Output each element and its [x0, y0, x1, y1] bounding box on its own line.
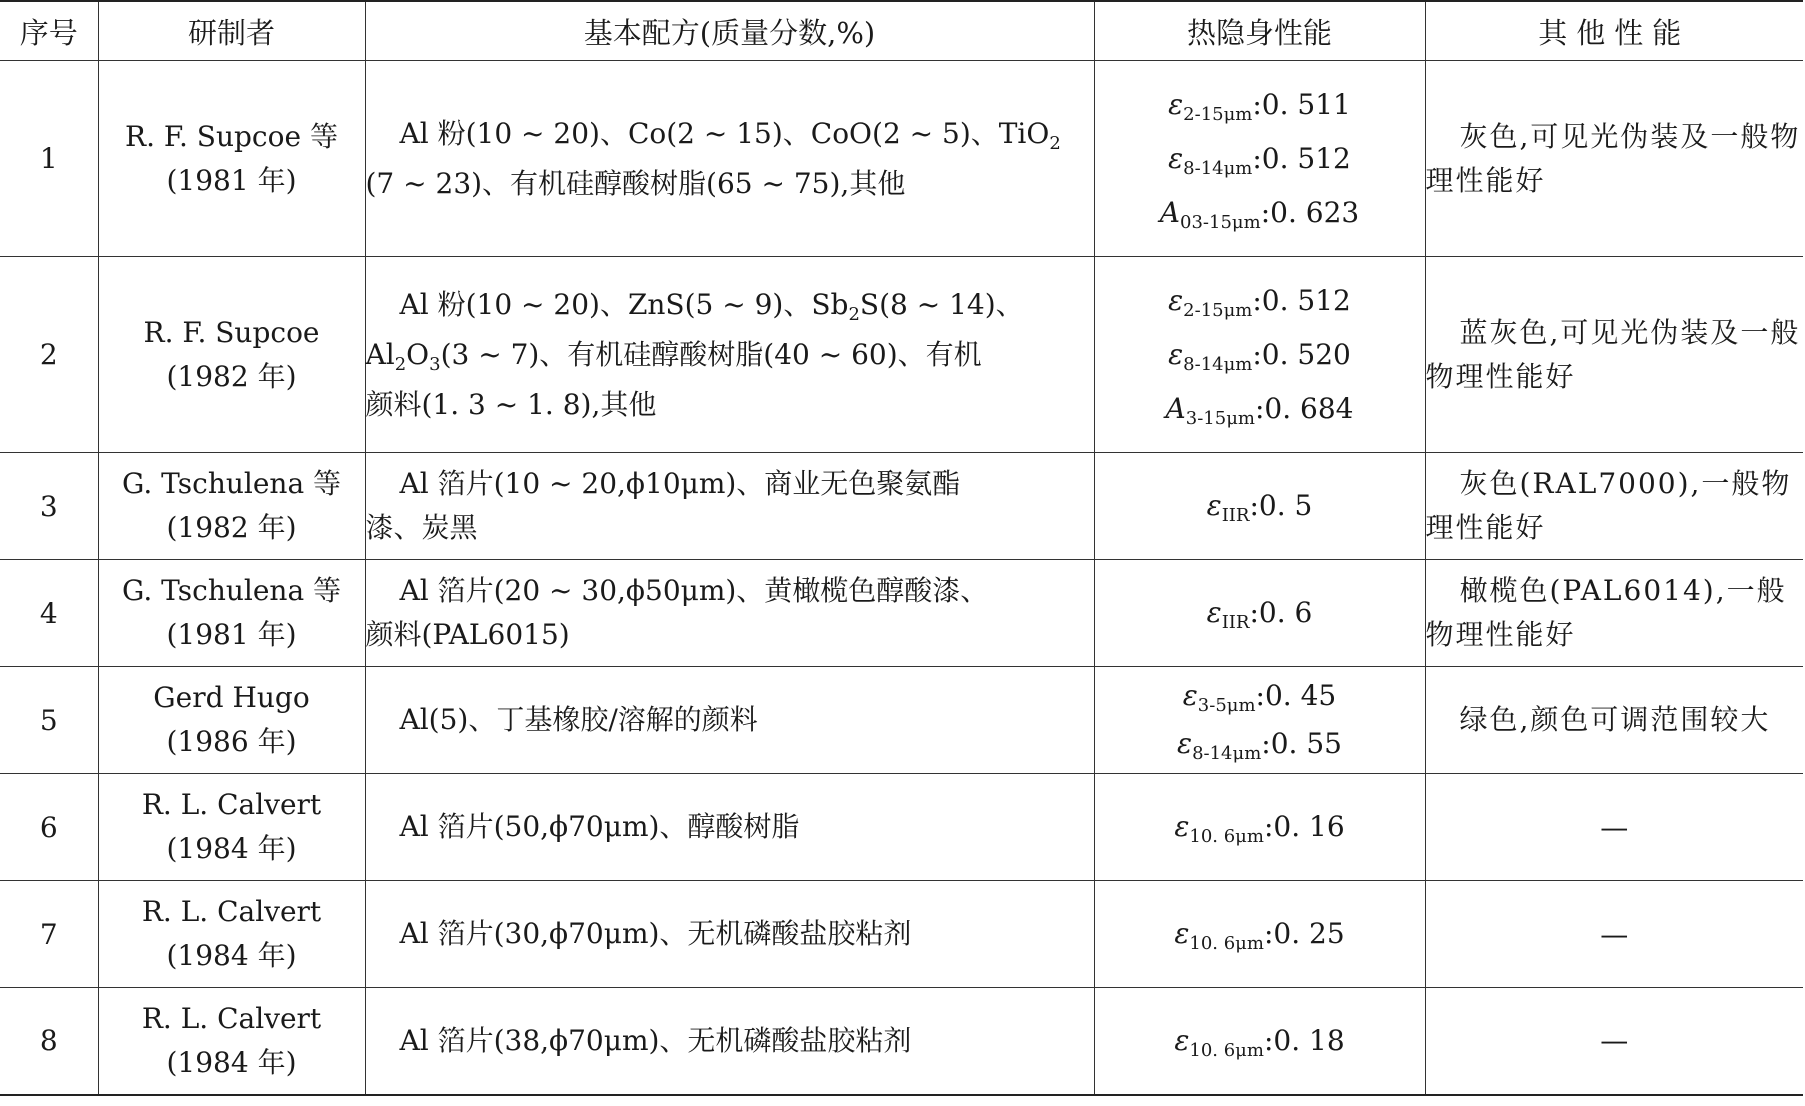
- developer-name: R. F. Supcoe: [143, 315, 320, 349]
- table-row: [0, 560, 1803, 667]
- developer-name: R. L. Calvert: [141, 788, 322, 821]
- perf-item: $\varepsilon_{10. 6\mu m}:0$. 18: [1174, 1023, 1345, 1061]
- developer-name: R. L. Calvert: [141, 1001, 322, 1035]
- row-other: —: [1425, 881, 1803, 988]
- table-row: [0, 667, 1803, 774]
- developer-year: (1984 年): [166, 939, 297, 972]
- row-index: 7: [0, 881, 98, 988]
- row-index: 8: [0, 988, 98, 1095]
- perf-item: $\varepsilon_{10. 6\mu m}:0$. 16: [1174, 810, 1345, 847]
- row-index: 3: [0, 453, 98, 560]
- developer-year: (1981 年): [166, 618, 297, 651]
- row-other: —: [1600, 1024, 1629, 1058]
- table-row: [0, 988, 1803, 1095]
- developer-name: G. Tschulena 等: [121, 467, 342, 500]
- row-developer: [98, 988, 365, 1095]
- row-developer: [98, 61, 365, 257]
- formula-subscript: 2: [1049, 132, 1061, 154]
- row-index: 5: [0, 667, 98, 774]
- perf-item: $\varepsilon_{8-14\mu m}:0$. 512: [1168, 141, 1351, 179]
- developer-year: (1981 年): [166, 163, 297, 197]
- header-index: 序号: [0, 1, 98, 61]
- row-index: 6: [0, 774, 98, 881]
- perf-item: $\varepsilon_{IIR}:0$. 6: [1206, 596, 1313, 633]
- row-formula: Al 粉(10 ~ 20)、ZnS(5 ~ 9)、$Sb_2S(8$ ~ 14)、 $Al_2O_3(3$ ~ 7)、有机硅醇酸树脂(40 ~ 60)、有机 颜料(1. 3 ~ 1. 8),其他: [365, 257, 1094, 453]
- other-text: 灰色(RAL7000),一般物理性能好: [1425, 467, 1792, 544]
- perf-item: $\varepsilon_{2-15\mu m}:0$. 512: [1168, 283, 1351, 321]
- table-row: [0, 881, 1803, 988]
- header-other: 其他性能: [1425, 1, 1803, 61]
- formula-text: Al 粉(10 ~ 20)、Co(2 ~ 15)、CoO(2 ~ 5)、TiO: [399, 116, 1050, 150]
- header-formula: 基本配方(质量分数,%): [365, 1, 1094, 61]
- developer-year: (1984 年): [166, 832, 297, 865]
- row-developer: [98, 881, 365, 988]
- row-thermal: [1094, 988, 1425, 1095]
- perf-item: $\varepsilon_{8-14\mu m}:0$. 55: [1177, 727, 1342, 764]
- row-other: [1425, 560, 1803, 667]
- row-other: [1425, 257, 1803, 453]
- developer-year: (1982 年): [166, 511, 297, 544]
- row-developer: [98, 257, 365, 453]
- table-row: [0, 453, 1803, 560]
- row-formula: Al(5)、丁基橡胶/溶解的颜料: [365, 667, 1094, 774]
- header-row: [0, 1, 1803, 61]
- row-thermal: [1094, 881, 1425, 988]
- row-thermal: [1094, 560, 1425, 667]
- row-formula: [365, 61, 1094, 257]
- perf-item: $\varepsilon_{2-15\mu m}:0$. 511: [1168, 87, 1351, 125]
- row-index: 4: [0, 560, 98, 667]
- other-text: 灰色,可见光伪装及一般物理性能好: [1425, 119, 1801, 197]
- row-formula: Al 箔片(20 ~ 30,ϕ50μm)、黄橄榄色醇酸漆、 颜料(PAL6015): [365, 560, 1094, 667]
- developer-year: (1984 年): [166, 1045, 297, 1079]
- row-developer: [98, 560, 365, 667]
- developer-year: (1982 年): [166, 359, 297, 393]
- row-index: 1: [0, 61, 98, 257]
- row-other: [1425, 61, 1803, 257]
- row-thermal: [1094, 453, 1425, 560]
- row-thermal: [1094, 257, 1425, 453]
- perf-item: $\varepsilon_{3-5\mu m}:0$. 45: [1182, 679, 1337, 716]
- row-formula: Al 箔片(10 ~ 20,ϕ10μm)、商业无色聚氨酯 漆、炭黑: [365, 453, 1094, 560]
- developer-name: G. Tschulena 等: [121, 574, 342, 607]
- row-thermal: [1094, 667, 1425, 774]
- row-other: [1425, 453, 1803, 560]
- row-developer: [98, 774, 365, 881]
- row-thermal: [1094, 774, 1425, 881]
- developer-name: R. L. Calvert: [141, 895, 322, 928]
- perf-item: $A_{3-15\mu m}:0$. 684: [1165, 391, 1354, 429]
- header-developer: 研制者: [98, 1, 365, 61]
- developer-name: R. F. Supcoe 等: [125, 119, 338, 153]
- row-developer: [98, 453, 365, 560]
- row-other: [1425, 667, 1803, 774]
- row-other: —: [1425, 774, 1803, 881]
- row-index: 2: [0, 257, 98, 453]
- developer-year: (1986 年): [166, 725, 297, 758]
- table-row: [0, 61, 1803, 257]
- header-thermal: 热隐身性能: [1094, 1, 1425, 61]
- perf-item: $\varepsilon_{IIR}:0$. 5: [1206, 489, 1313, 526]
- other-text: 蓝灰色,可见光伪装及一般物理性能好: [1425, 315, 1801, 393]
- row-developer: [98, 667, 365, 774]
- perf-item: $A_{03-15\mu m}:0$. 623: [1159, 195, 1360, 233]
- row-formula: Al 箔片(30,ϕ70μm)、无机磷酸盐胶粘剂: [365, 881, 1094, 988]
- row-formula: Al 箔片(38,ϕ70μm)、无机磷酸盐胶粘剂: [365, 988, 1094, 1095]
- row-formula: Al 箔片(50,ϕ70μm)、醇酸树脂: [365, 774, 1094, 881]
- other-text: 绿色,颜色可调范围较大: [1459, 703, 1771, 736]
- formula-text: (7 ~ 23)、有机硅醇酸树脂(65 ~ 75),其他: [365, 166, 906, 200]
- table-row: [0, 257, 1803, 453]
- developer-name: Gerd Hugo: [153, 681, 310, 714]
- row-thermal: [1094, 61, 1425, 257]
- perf-item: $\varepsilon_{8-14\mu m}:0$. 520: [1168, 337, 1351, 375]
- other-text: 橄榄色(PAL6014),一般物理性能好: [1425, 574, 1787, 651]
- perf-item: $\varepsilon_{10. 6\mu m}:0$. 25: [1174, 917, 1345, 954]
- table-row: [0, 774, 1803, 881]
